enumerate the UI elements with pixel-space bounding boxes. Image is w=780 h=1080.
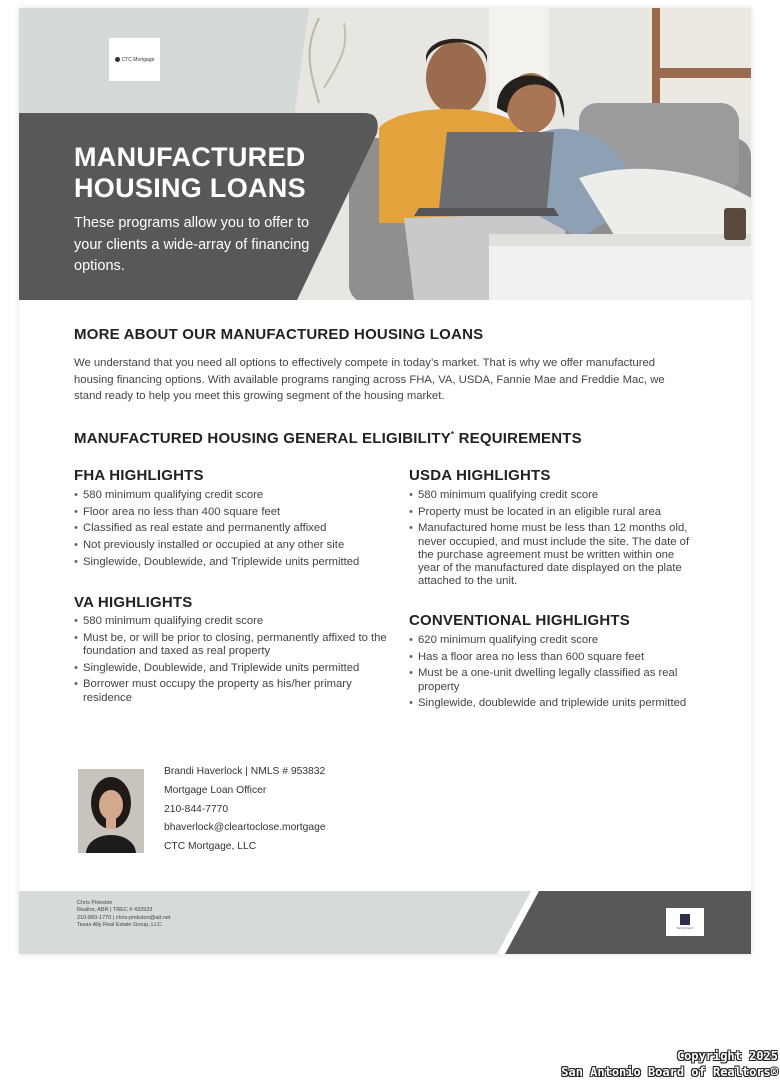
list-item: • Must be, or will be prior to closing, permanently affixed to the foundation and taxed as real property <box>74 632 389 658</box>
logo-mark-icon <box>115 57 120 62</box>
list-item: • Manufactured home must be less than 12 months old, never occupied, and must include the site. The date of the purchase agreement must be written within one year of the manufactured date displayed on the plate attached to the unit. <box>409 522 699 588</box>
list-item: • Singlewide, Doublewide, and Triplewide units permitted <box>74 662 389 675</box>
eligibility-heading-tail: REQUIREMENTS <box>454 430 582 447</box>
brokerage-logo <box>666 908 704 936</box>
badge-text: TEXAS ALLY <box>676 926 694 930</box>
list-item: • Singlewide, Doublewide, and Triplewide units permitted <box>74 556 394 569</box>
list-item: • Not previously installed or occupied at any other site <box>74 539 394 552</box>
eligibility-heading <box>74 430 582 447</box>
about-text: We understand that you need all options to effectively compete in today’s market. That is why we offer manufactured housing financing options. With available programs ranging across FHA, VA, USDA, Fannie Mae and Freddie Mac, we stand ready to help you meet this growing segment of the housing market. <box>74 357 665 402</box>
list-item: • 580 minimum qualifying credit score <box>409 489 699 502</box>
agent-info <box>77 900 171 929</box>
agent-name: Chris Pinkston <box>77 900 113 906</box>
eligibility-heading-text: MANUFACTURED HOUSING GENERAL ELIGIBILITY <box>74 430 451 447</box>
loan-officer-photo <box>78 769 144 853</box>
contact-phone[interactable]: 210-844-7770 <box>164 803 229 815</box>
va-title: VA HIGHLIGHTS <box>74 594 193 611</box>
list-item: • 620 minimum qualifying credit score <box>409 634 694 647</box>
list-item: • 580 minimum qualifying credit score <box>74 489 394 502</box>
copyright-line2: San Antonio Board of Realtors® <box>561 1064 778 1079</box>
contact-name: Brandi Haverlock | NMLS # 953832 <box>164 766 326 777</box>
list-item: • Must be a one-unit dwelling legally classified as real property <box>409 667 694 693</box>
flyer-page <box>19 8 751 954</box>
list-item: • Classified as real estate and permanently affixed <box>74 522 394 535</box>
copyright-line1: Copyright 2025 <box>676 1049 778 1063</box>
hero-title-line1: MANUFACTURED <box>74 142 306 172</box>
fha-title: FHA HIGHLIGHTS <box>74 467 204 484</box>
conventional-list <box>409 634 694 714</box>
contact-company: CTC Mortgage, LLC <box>164 841 257 853</box>
ctc-logo <box>109 38 160 81</box>
list-item: • Property must be located in an eligible rural area <box>409 506 699 519</box>
hero-banner <box>19 8 751 300</box>
fha-list <box>74 489 394 573</box>
about-heading: MORE ABOUT OUR MANUFACTURED HOUSING LOANS <box>74 326 484 343</box>
hero-subtitle: These programs allow you to offer to your clients a wide-array of financing options. <box>74 215 310 274</box>
logo-text: CTC Mortgage <box>121 56 155 63</box>
usda-title: USDA HIGHLIGHTS <box>409 467 551 484</box>
list-item: • Singlewide, doublewide and triplewide units permitted <box>409 697 694 710</box>
house-icon <box>680 914 690 925</box>
list-item: • Has a floor area no less than 600 square feet <box>409 651 694 664</box>
contact-block <box>164 763 326 857</box>
agent-license: Realtor, ABR | TREC # 432923 <box>77 907 153 914</box>
copyright-watermark <box>561 1049 778 1080</box>
va-list <box>74 615 389 708</box>
list-item: • 580 minimum qualifying credit score <box>74 615 389 628</box>
contact-role: Mortgage Loan Officer <box>164 784 267 796</box>
agent-company: Texas Ally Real Estate Group, LLC. <box>77 921 163 928</box>
eligibility-asterisk: * <box>450 430 455 439</box>
list-item: • Floor area no less than 400 square feet <box>74 506 394 519</box>
hero-title-line2: HOUSING LOANS <box>74 173 306 203</box>
contact-email[interactable]: bhaverlock@cleartoclose.mortgage <box>164 822 326 834</box>
agent-contact: 210-860-1770 | chris-pinkston@att.net <box>77 914 171 921</box>
hero-title <box>74 142 306 204</box>
usda-list <box>409 489 699 592</box>
list-item: • Borrower must occupy the property as his/her primary residence <box>74 678 389 704</box>
conventional-title: CONVENTIONAL HIGHLIGHTS <box>409 612 630 629</box>
